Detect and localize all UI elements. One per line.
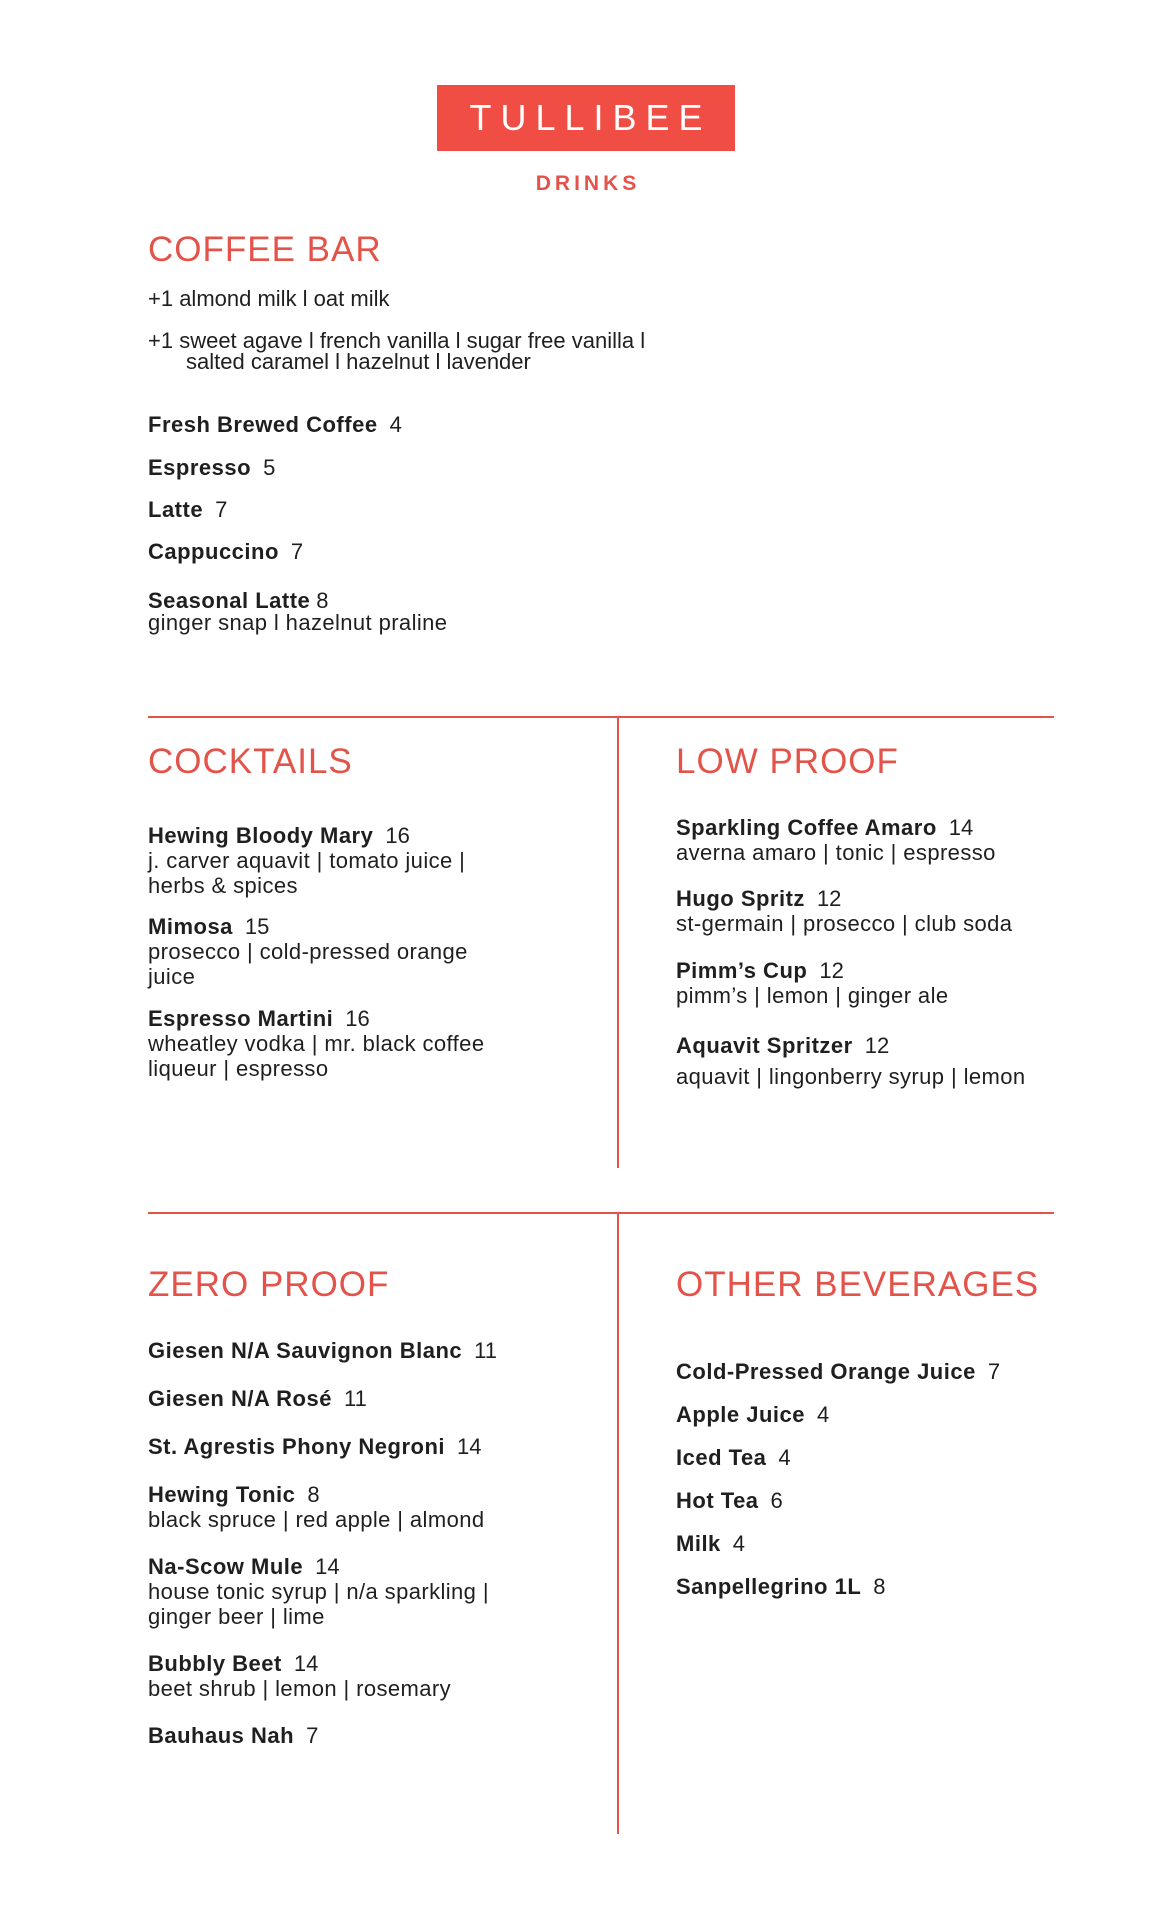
item-name: Sparkling Coffee Amaro [676, 815, 937, 840]
item-description: black spruce | red apple | almond [148, 1507, 485, 1532]
menu-item [148, 1338, 497, 1363]
zero-proof-heading: ZERO PROOF [148, 1265, 390, 1304]
syrup-options-line2: salted caramel l hazelnut l lavender [186, 349, 531, 374]
item-name: Giesen N/A Sauvignon Blanc [148, 1338, 463, 1363]
item-price: 12 [816, 886, 842, 911]
menu-item [148, 412, 402, 437]
item-price: 14 [315, 1554, 340, 1579]
item-price: 14 [293, 1651, 319, 1676]
item-name: St. Agrestis Phony Negroni [148, 1434, 446, 1459]
item-price: 4 [732, 1531, 746, 1556]
item-price: 11 [343, 1386, 367, 1411]
item-description: house tonic syrup | n/a sparkling | [148, 1579, 489, 1604]
item-price: 8 [873, 1574, 886, 1599]
item-name: Cappuccino [148, 539, 279, 564]
item-description: j. carver aquavit | tomato juice | [148, 848, 466, 873]
item-name: Fresh Brewed Coffee [148, 412, 378, 437]
item-price: 16 [385, 823, 410, 848]
item-name: Apple Juice [676, 1402, 805, 1427]
item-name: Hewing Bloody Mary [148, 823, 374, 848]
menu-item [148, 1386, 367, 1411]
other-beverages-heading: OTHER BEVERAGES [676, 1265, 1040, 1304]
item-description: ginger snap l hazelnut praline [148, 610, 448, 635]
menu-subtitle: DRINKS [535, 172, 641, 195]
menu-item [148, 1006, 484, 1081]
item-name: Mimosa [148, 914, 233, 939]
item-name: Cold-Pressed Orange Juice [676, 1359, 976, 1384]
menu-item [148, 590, 447, 634]
item-name: Iced Tea [676, 1445, 767, 1470]
menu-item [148, 539, 303, 564]
item-name: Giesen N/A Rosé [148, 1386, 332, 1411]
item-description: pimm’s | lemon | ginger ale [676, 983, 949, 1008]
menu-item [676, 1445, 791, 1470]
menu-item [148, 455, 275, 480]
item-description: ginger beer | lime [148, 1604, 325, 1629]
item-name: Sanpellegrino 1L [676, 1574, 862, 1599]
menu-item [676, 1574, 886, 1599]
item-name: Milk [676, 1531, 721, 1556]
item-name: Na-Scow Mule [148, 1554, 304, 1579]
item-price: 8 [307, 1482, 320, 1507]
item-price: 12 [864, 1033, 890, 1058]
menu-item [676, 1030, 1026, 1092]
logo: TULLIBEE [437, 85, 735, 151]
item-name: Bubbly Beet [148, 1651, 282, 1676]
item-price: 7 [987, 1359, 1001, 1384]
item-description: juice [148, 964, 196, 989]
item-name: Hot Tea [676, 1488, 759, 1513]
coffee-bar-heading: COFFEE BAR [148, 230, 382, 269]
item-description: st-germain | prosecco | club soda [676, 911, 1013, 936]
menu-item [148, 1482, 484, 1532]
menu-item [148, 1554, 489, 1629]
menu-item [676, 1488, 783, 1513]
item-name: Hewing Tonic [148, 1482, 296, 1507]
item-description: liqueur | espresso [148, 1056, 329, 1081]
item-price: 12 [819, 958, 844, 983]
menu-item [676, 815, 996, 865]
item-description: wheatley vodka | mr. black coffee [148, 1031, 485, 1056]
item-description: averna amaro | tonic | espresso [676, 840, 996, 865]
item-name: Bauhaus Nah [148, 1723, 295, 1748]
item-name: Pimm’s Cup [676, 958, 808, 983]
menu-item [148, 823, 465, 898]
item-price: 4 [389, 412, 402, 437]
item-description: aquavit | lingonberry syrup | lemon [676, 1064, 1026, 1089]
milk-options: +1 almond milk l oat milk [148, 286, 390, 311]
divider-horizontal-middle [148, 1212, 1054, 1214]
menu-item [148, 914, 468, 989]
syrup-options-line1: +1 sweet agave l french vanilla l sugar free vanilla l [148, 328, 646, 353]
item-price: 14 [457, 1434, 482, 1459]
divider-vertical-top [617, 716, 619, 1168]
cocktails-heading: COCKTAILS [148, 742, 353, 781]
item-description: prosecco | cold-pressed orange [148, 939, 468, 964]
item-price: 7 [306, 1723, 319, 1748]
item-name: Latte [148, 497, 204, 522]
item-price: 5 [263, 455, 276, 480]
item-price: 16 [345, 1006, 370, 1031]
menu-item [676, 1531, 745, 1556]
item-price: 11 [474, 1338, 497, 1363]
menu-item [148, 1723, 318, 1748]
item-name: Espresso [148, 455, 252, 480]
item-price: 15 [244, 914, 270, 939]
item-description: beet shrub | lemon | rosemary [148, 1676, 452, 1701]
item-name: Hugo Spritz [676, 886, 805, 911]
menu-item [676, 886, 1012, 936]
menu-item [676, 1359, 1000, 1384]
syrup-options [148, 330, 645, 372]
item-price: 8 [316, 588, 329, 613]
divider-vertical-bottom [617, 1212, 619, 1834]
low-proof-heading: LOW PROOF [676, 742, 899, 781]
item-name: Seasonal Latte [148, 588, 311, 613]
item-description: herbs & spices [148, 873, 298, 898]
menu-item [148, 1651, 451, 1701]
item-price: 4 [778, 1445, 791, 1470]
menu-item [676, 1402, 829, 1427]
item-price: 7 [215, 497, 228, 522]
item-price: 4 [816, 1402, 830, 1427]
item-name: Espresso Martini [148, 1006, 334, 1031]
menu-item [148, 497, 227, 522]
menu-item [676, 958, 949, 1008]
menu-item [148, 1434, 482, 1459]
item-price: 6 [770, 1488, 783, 1513]
item-name: Aquavit Spritzer [676, 1033, 853, 1058]
item-price: 7 [290, 539, 304, 564]
divider-horizontal-top [148, 716, 1054, 718]
item-price: 14 [948, 815, 974, 840]
